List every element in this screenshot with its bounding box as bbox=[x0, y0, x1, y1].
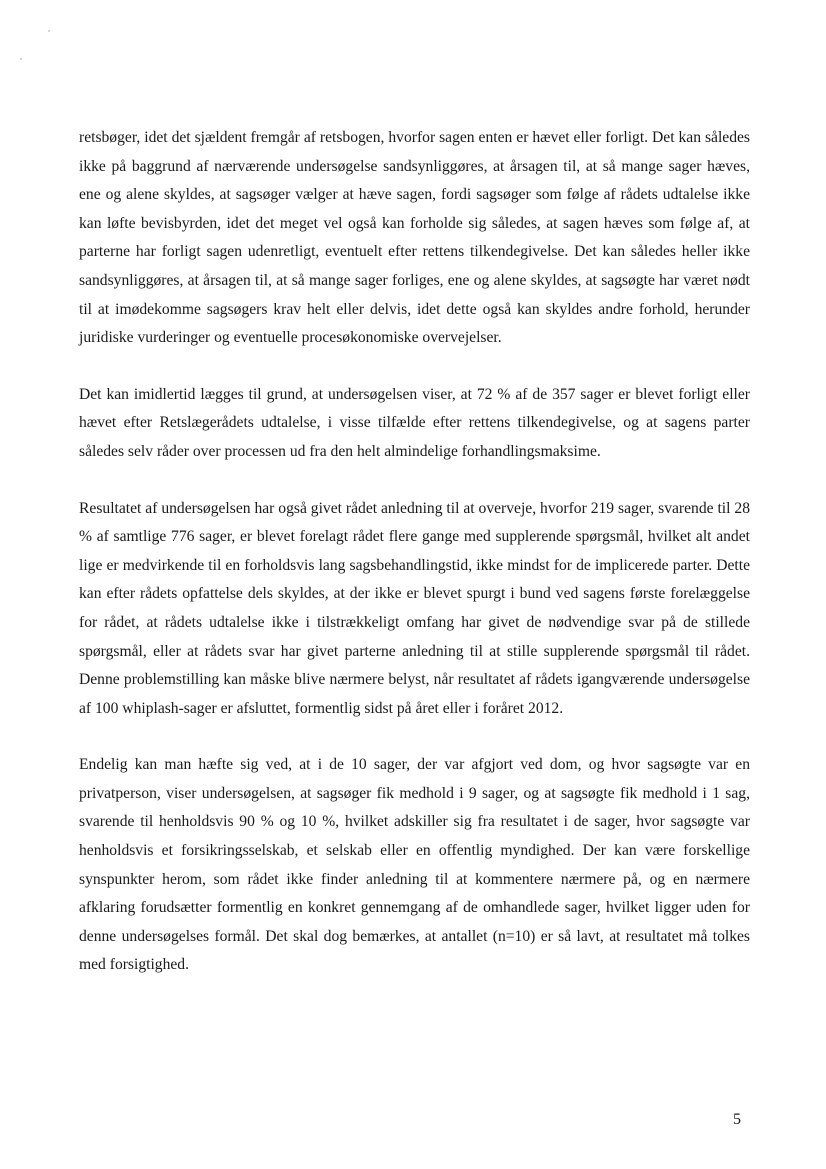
paragraph-1: retsbøger, idet det sjældent fremgår af retsbogen, hvorfor sagen enten er hævet eller forligt. Det kan således ikke på baggrund af nærværende undersøgelse sandsynliggøres, at årsagen til, at så mange sager hæves, ene og alene skyldes, at sagsøger vælger at hæve sagen, fordi sagsøger som følge af rådets udtalelse ikke kan løfte bevisbyrden, idet det meget vel også kan forholde sig således, at sagen hæves som følge af, at parterne har forligt sagen udenretligt, eventuelt efter rettens tilkendegivelse. Det kan således heller ikke sandsynliggøres, at årsagen til, at så mange sager forliges, ene og alene skyldes, at sagsøgte har været nødt til at imødekomme sagsøgers krav helt eller delvis, idet dette også kan skyldes andre forhold, herunder juridiske vurderinger og eventuelle procesøkonomiske overvejelser. bbox=[79, 129, 750, 347]
page-number: 5 bbox=[733, 1111, 741, 1128]
paragraph-4: Endelig kan man hæfte sig ved, at i de 10 sager, der var afgjort ved dom, og hvor sagsøgte var en privatperson, viser undersøgelsen, at sagsøger fik medhold i 9 sager, og at sagsøgte fik medhold i 1 sag, svarende til henholdsvis 90 % og 10 %, hvilket adskiller sig fra resultatet i de sager, hvor sagsøgte var henholdsvis et forsikringsselskab, et selskab eller en offentlig myndighed. Der kan være forskellige synspunkter herom, som rådet ikke finder anledning til at kommentere nærmere på, og en nærmere afklaring forudsætter formentlig en konkret gennemgang af de omhandlede sager, hvilket ligger uden for denne undersøgelses formål. Det skal dog bemærkes, at antallet (n=10) er så lavt, at resultatet må tolkes med forsigtighed. bbox=[79, 756, 750, 974]
paragraph-3: Resultatet af undersøgelsen har også givet rådet anledning til at overveje, hvorfor 219 sager, svarende til 28 % af samtlige 776 sager, er blevet forelagt rådet flere gange med supplerende spørgsmål, hvilket alt andet lige er medvirkende til en forholdsvis lang sagsbehandlingstid, ikke mindst for de implicerede parter. Dette kan efter rådets opfattelse dels skyldes, at der ikke er blevet spurgt i bund ved sagens første forelæggelse for rådet, at rådets udtalelse ikke i tilstrækkeligt omfang har givet de nødvendige svar på de stillede spørgsmål, eller at rådets svar har givet parterne anledning til at stille supplerende spørgsmål til rådet. Denne problemstilling kan måske blive nærmere belyst, når resultatet af rådets igangværende undersøgelse af 100 whiplash-sager er afsluttet, formentlig sidst på året eller i foråret 2012. bbox=[79, 499, 750, 717]
scan-speck bbox=[48, 30, 50, 32]
scan-speck bbox=[20, 58, 22, 60]
document-body bbox=[79, 124, 750, 980]
paragraph-2: Det kan imidlertid lægges til grund, at undersøgelsen viser, at 72 % af de 357 sager er blevet forligt eller hævet efter Retslægerådets udtalelse, i visse tilfælde efter rettens tilkendegivelse, og at sagens parter således selv råder over processen ud fra den helt almindelige forhandlingsmaksime. bbox=[79, 385, 750, 460]
